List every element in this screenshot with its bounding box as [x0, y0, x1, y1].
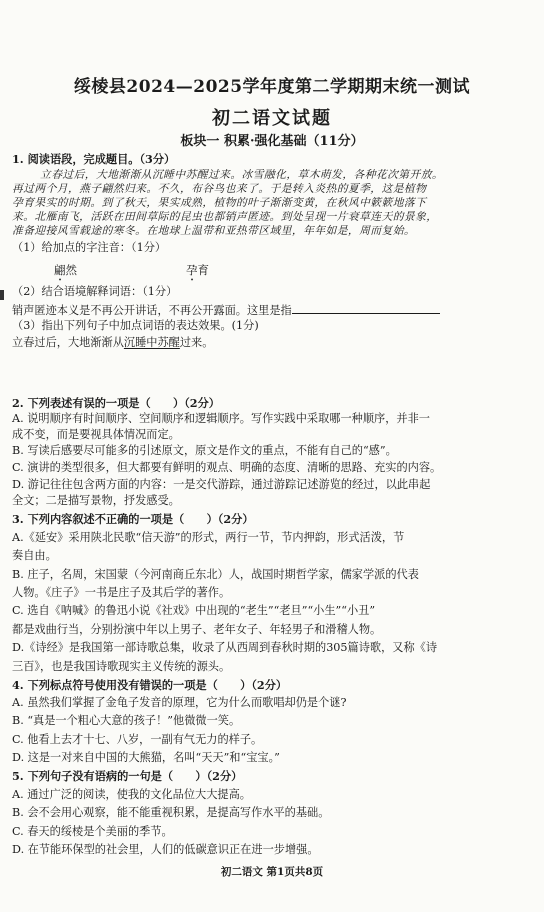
- q1-word2: [186, 262, 209, 284]
- q1-sub2: （2）结合语境解释词语：（1分）: [12, 285, 178, 298]
- answer-blank[interactable]: [292, 302, 440, 314]
- q5-option-line: C. 春天的绥棱是个美丽的季节。: [12, 825, 173, 838]
- q3-option-line: 人物。《庄子》一书是庄子及其后学的著作。: [12, 586, 231, 599]
- q2-option-line: D. 游记往往包含两方面的内容：一是交代游踪，通过游踪记述游览的经过，以此串起: [12, 478, 431, 491]
- exam-title: 绥棱县2024—2025学年度第二学期期末统一测试: [73, 77, 471, 97]
- q2-option-line: 全文；二是描写景物，抒发感受。: [12, 494, 180, 507]
- q5-option-line: B. 会不会用心观察，能不能重视积累，是提高写作水平的基础。: [12, 806, 330, 819]
- q1-sub3-sentence: [12, 336, 213, 350]
- q1-passage-line: 立春过后，大地渐渐从沉睡中苏醒过来。冰雪融化，草木萌发，各种花次第开放。: [40, 168, 444, 181]
- sentence-part: 立春过后，大地渐渐从: [12, 336, 124, 349]
- q1-passage-line: 来。北雁南飞，活跃在田间草际的昆虫也都销声匿迹。到处呈现一片衰草连天的景象，: [12, 210, 438, 223]
- q3-option-line: 三百》，也是我国诗歌现实主义传统的源头。: [12, 660, 231, 673]
- q1-sub2-prompt: [12, 302, 440, 318]
- q2-option-line: C. 演讲的类型很多，但大都要有鲜明的观点、明确的态度、清晰的思路、充实的内容。: [12, 461, 442, 474]
- q2-option-line: 成不变，而是要视具体情况而定。: [12, 428, 180, 441]
- q1-word1: [54, 262, 77, 284]
- q4-option-line: D. 这是一对来自中国的大熊猫，名叫“天天”和“宝宝。”: [12, 751, 280, 764]
- q5-option-line: A. 通过广泛的阅读，使我的文化品位大大提高。: [12, 788, 251, 801]
- section-heading: 板块一 积累·强化基础（11分）: [180, 134, 364, 149]
- q4-option-line: A. 虽然我们掌握了金龟子发音的原理，它为什么而歌唱却仍是个谜?: [12, 696, 347, 709]
- q5-stem: 5. 下列句子没有语病的一句是（ ）（2分）: [12, 769, 243, 783]
- q4-stem: 4. 下列标点符号使用没有错误的一项是（ ）（2分）: [12, 678, 288, 692]
- q1-sub2-text: 销声匿迹本义是不再公开讲话，不再公开露面。这里是指: [12, 304, 292, 317]
- q3-option-line: 都是戏曲行当，分别扮演中年以上男子、老年女子、年轻男子和滑稽人物。: [12, 623, 382, 636]
- page-footer: 初二语文 第1页共8页: [220, 866, 324, 878]
- char: 然: [65, 263, 77, 277]
- q1-stem: 1. 阅读语段，完成题目。（3分）: [12, 152, 176, 166]
- q1-passage-line: 准备迎接风雪载途的寒冬。在地球上温带和亚热带区域里，年年如是，周而复始。: [12, 224, 416, 237]
- sentence-part: 过来。: [179, 336, 214, 349]
- dotted-char: 翩: [54, 263, 66, 277]
- q4-option-line: B. “真是一个粗心大意的孩子！”他微微一笑。: [12, 714, 241, 727]
- q3-option-line: A.《延安》采用陕北民歌“信天游”的形式，两行一节，节内押韵，形式活泼，节: [12, 531, 405, 544]
- q3-stem: 3. 下列内容叙述不正确的一项是（ ）（2分）: [12, 512, 254, 526]
- q2-stem: 2. 下列表述有误的一项是（ ）（2分）: [12, 396, 220, 410]
- exam-subtitle: 初二语文试题: [212, 108, 332, 129]
- q1-sub3: （3）指出下列句子中加点词语的表达效果。(1分): [12, 319, 259, 332]
- scan-edge-mark: [0, 290, 4, 300]
- q1-sub1: （1）给加点的字注音：（1分）: [12, 241, 167, 254]
- q5-option-line: D. 在节能环保型的社会里，人们的低碳意识正在进一步增强。: [12, 843, 319, 856]
- q1-passage-line: 再过两个月，燕子翩然归来。不久，布谷鸟也来了。于是转入炎热的夏季，这是植物: [12, 182, 427, 195]
- q2-option-line: B. 写读后感要尽可能多的引述原文，原文是作文的重点，不能有自己的“感”。: [12, 444, 397, 457]
- q3-option-line: B. 庄子，名周，宋国蒙（今河南商丘东北）人，战国时期哲学家，儒家学派的代表: [12, 568, 419, 581]
- q3-option-line: C. 选自《呐喊》的鲁迅小说《社戏》中出现的“老生”“老旦”“小生”“小丑”: [12, 604, 376, 617]
- q3-option-line: D.《诗经》是我国第一部诗歌总集，收录了从西周到春秋时期的305篇诗歌，又称《诗: [12, 641, 438, 654]
- q2-option-line: A. 说明顺序有时间顺序、空间顺序和逻辑顺序。写作实践中采取哪一种顺序，并非一: [12, 412, 430, 425]
- q4-option-line: C. 他看上去才十七、八岁，一副有气无力的样子。: [12, 733, 263, 746]
- dotted-char: 孕: [186, 263, 198, 277]
- char: 育: [197, 263, 209, 277]
- q3-option-line: 奏自由。: [12, 549, 57, 562]
- q1-passage-line: 孕育果实的时期。到了秋天，果实成熟，植物的叶子渐渐变黄，在秋风中簌簌地落下: [12, 196, 427, 209]
- underlined-phrase: 沉睡中苏醒: [123, 336, 180, 349]
